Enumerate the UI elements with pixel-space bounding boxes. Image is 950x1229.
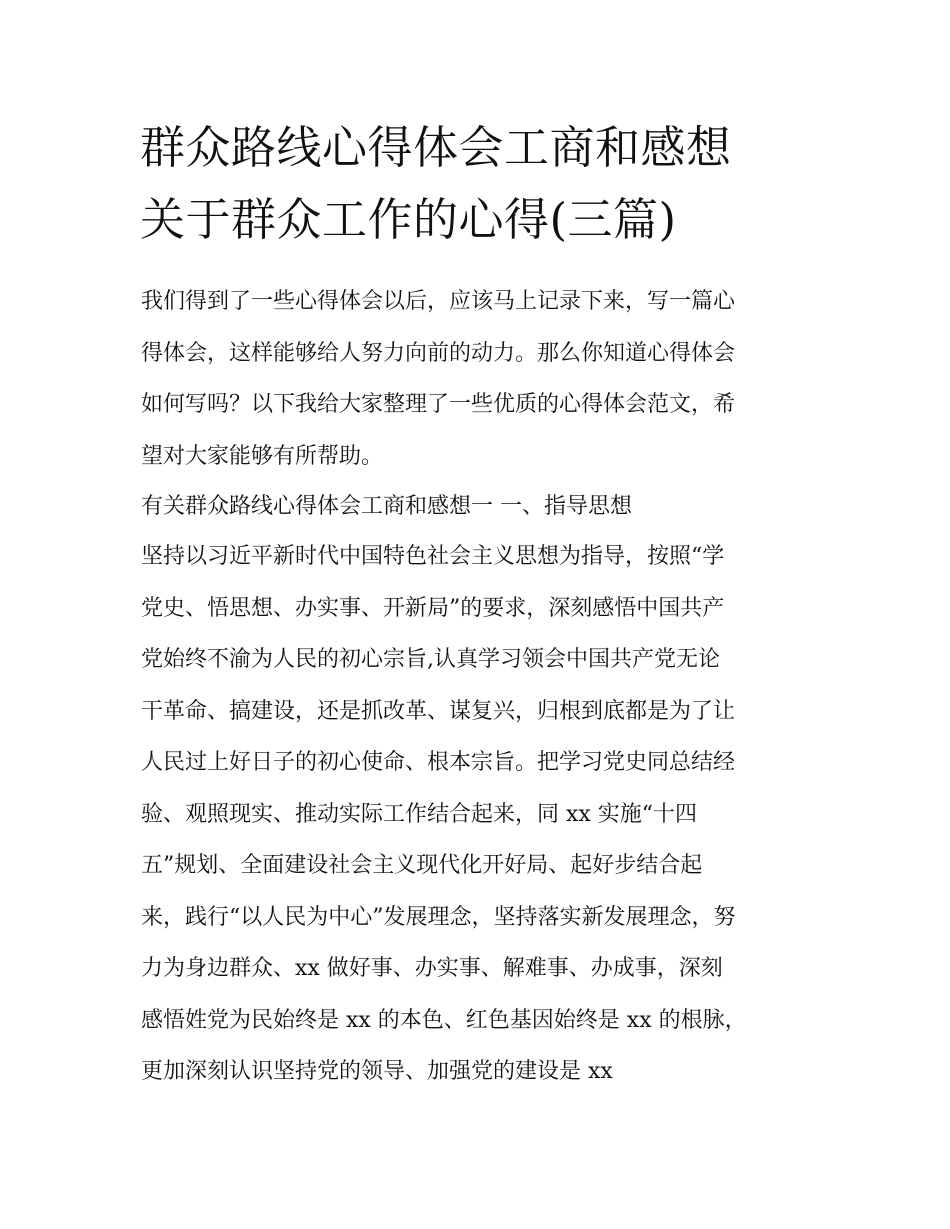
section-line: 党始终不渝为人民的初心宗旨,认真学习领会中国共产党无论 bbox=[141, 647, 720, 672]
section-line: 坚持以习近平新时代中国特色社会主义思想为指导，按照“学 bbox=[141, 544, 725, 569]
title-line-2: 关于群众工作的心得(三篇) bbox=[140, 193, 677, 246]
section-heading bbox=[141, 481, 821, 533]
section-paragraph bbox=[141, 531, 821, 1098]
section-line: 力为身边群众、xx 做好事、办实事、解难事、办成事，深刻 bbox=[141, 956, 723, 981]
title-line-1: 群众路线心得体会工商和感想 bbox=[140, 121, 732, 174]
intro-line: 我们得到了一些心得体会以后，应该马上记录下来，写一篇心 bbox=[141, 289, 736, 314]
section-line: 来，践行“以人民为中心”发展理念，坚持落实新发展理念，努 bbox=[141, 904, 736, 930]
section-line: 干革命、搞建设，还是抓改革、谋复兴，归根到底都是为了让 bbox=[141, 698, 736, 724]
intro-line: 得体会，这样能够给人努力向前的动力。那么你知道心得体会 bbox=[141, 340, 736, 366]
intro-paragraph bbox=[141, 276, 821, 482]
intro-line: 望对大家能够有所帮助。 bbox=[141, 443, 384, 469]
section-line: 人民过上好日子的初心使命、根本宗旨。把学习党史同总结经 bbox=[141, 750, 736, 775]
section-line: 感悟姓党为民始终是 xx 的本色、红色基因始终是 xx 的根脉， bbox=[141, 1007, 747, 1033]
section-heading-text: 有关群众路线心得体会工商和感想一 一、指导思想 bbox=[141, 494, 632, 519]
section-line: 党史、悟思想、办实事、开新局”的要求，深刻感悟中国共产 bbox=[141, 595, 725, 621]
intro-line: 如何写吗？以下我给大家整理了一些优质的心得体会范文，希 bbox=[141, 392, 736, 417]
section-line: 更加深刻认识坚持党的领导、加强党的建设是 xx bbox=[141, 1059, 613, 1084]
section-line: 验、观照现实、推动实际工作结合起来，同 xx 实施“十四 bbox=[141, 801, 698, 827]
document-title bbox=[140, 112, 820, 256]
section-line: 五”规划、全面建设社会主义现代化开好局、起好步结合起 bbox=[141, 853, 703, 878]
